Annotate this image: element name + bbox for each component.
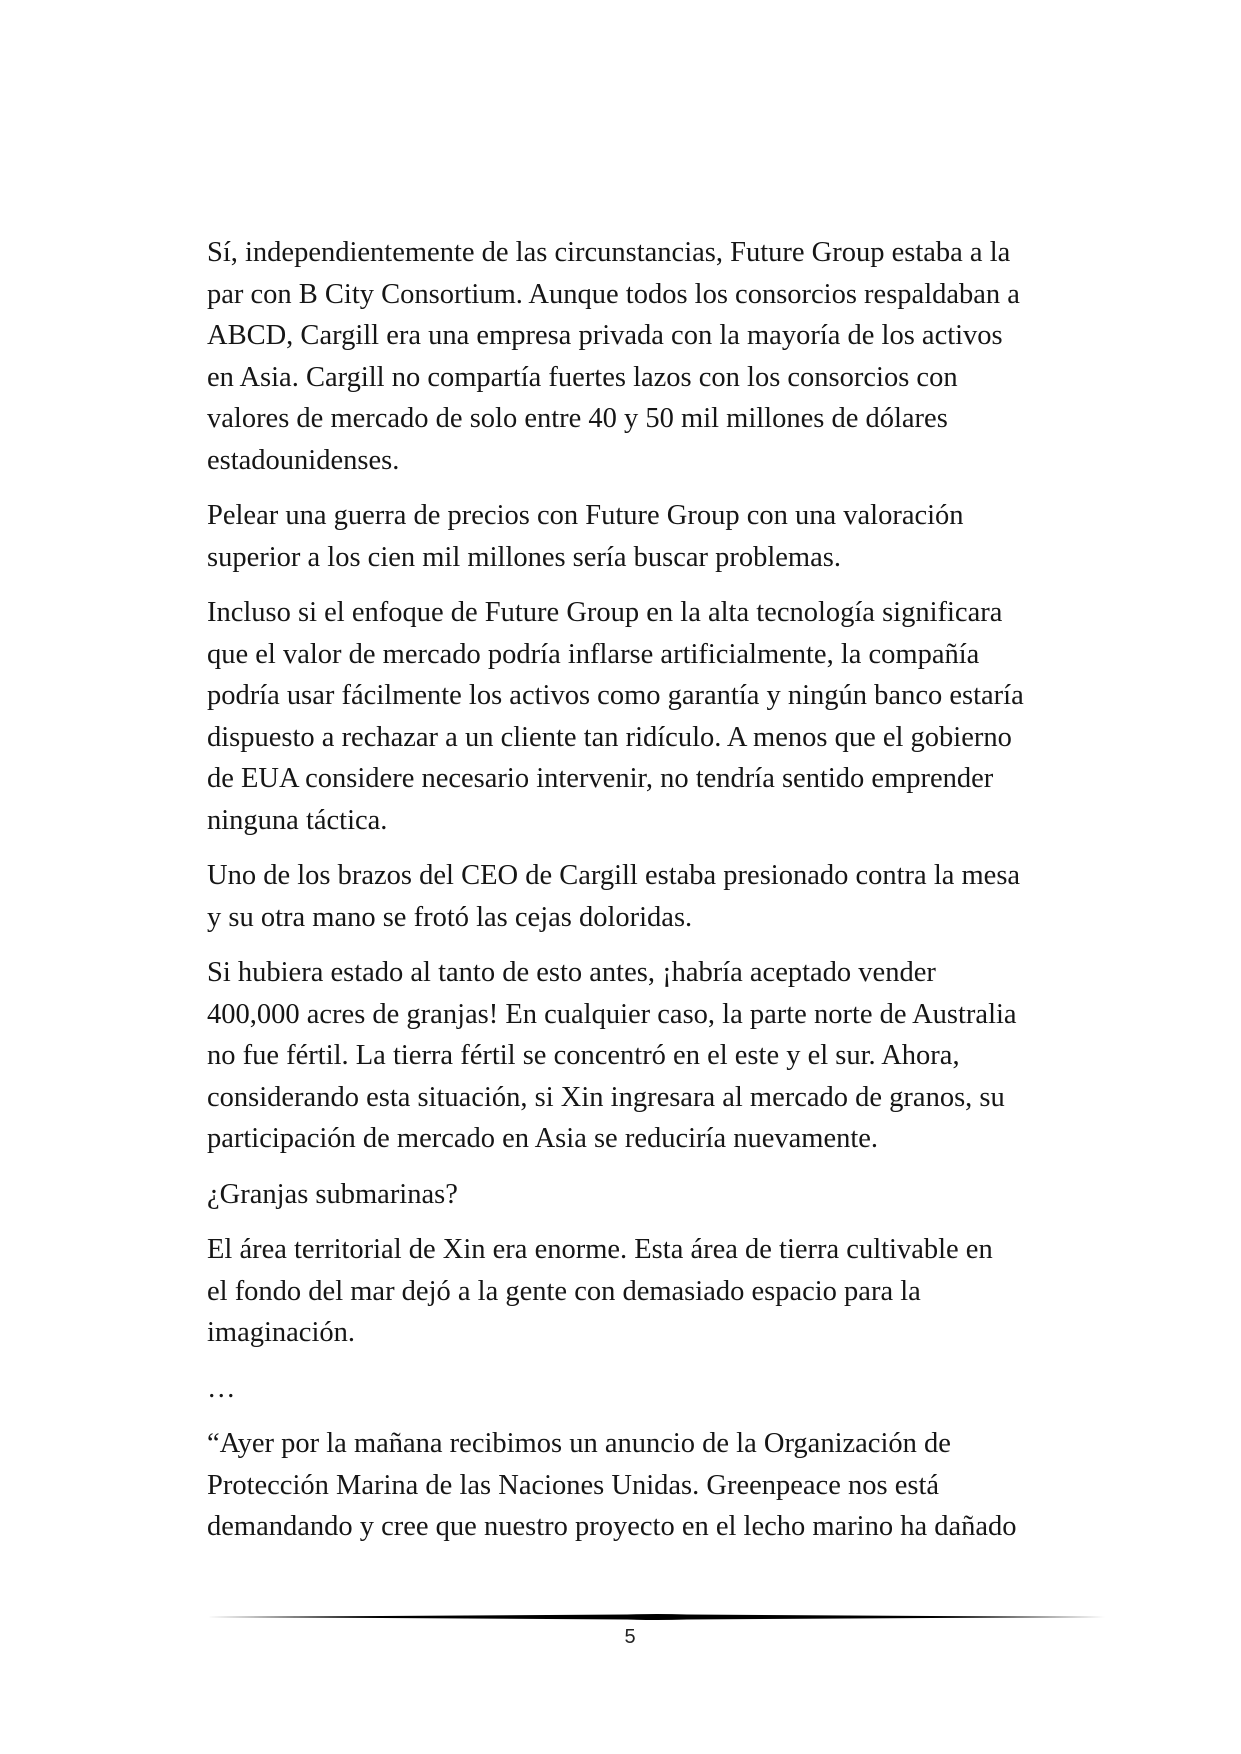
paragraph: Si hubiera estado al tanto de esto antes, ¡habría aceptado vender 400,000 acres de granjas! En cualquier caso, la parte norte de Australia no fue fértil. La tierra fértil se concentró en el este y el sur. Ahora, considerando esta situación, si Xin ingresara al mercado de granos, su participación de mercado en Asia se reduciría nuevamente. xyxy=(207,957,1017,1154)
paragraph: Incluso si el enfoque de Future Group en la alta tecnología significara que el valor de mercado podría inflarse artificialmente, la compañía podría usar fácilmente los activos como garantía y ningún banco estaría dispuesto a rechazar a un cliente tan ridículo. A menos que el gobierno de EUA considere necesario intervenir, no tendría sentido emprender ninguna táctica. xyxy=(207,597,1024,836)
paragraph: El área territorial de Xin era enorme. Esta área de tierra cultivable en el fondo del mar dejó a la gente con demasiado espacio para la imaginación. xyxy=(207,1234,993,1348)
footer-divider xyxy=(207,1610,1105,1624)
body-text xyxy=(207,232,1077,1562)
paragraph: … xyxy=(207,1372,236,1404)
page-number: 5 xyxy=(624,1626,636,1648)
paragraph: “Ayer por la mañana recibimos un anuncio de la Organización de Protección Marina de las Naciones Unidas. Greenpeace nos está demandando y cree que nuestro proyecto en el lecho marino ha dañado xyxy=(207,1428,1017,1542)
paragraph: Sí, independientemente de las circunstancias, Future Group estaba a la par con B City Consortium. Aunque todos los consorcios respaldaban a ABCD, Cargill era una empresa privada con la mayoría de los activos en Asia. Cargill no compartía fuertes lazos con los consorcios con valores de mercado de solo entre 40 y 50 mil millones de dólares estadounidenses. xyxy=(207,237,1020,476)
paragraph: ¿Granjas submarinas? xyxy=(207,1178,458,1210)
paragraph: Uno de los brazos del CEO de Cargill estaba presionado contra la mesa y su otra mano se frotó las cejas doloridas. xyxy=(207,860,1021,933)
paragraph: Pelear una guerra de precios con Future Group con una valoración superior a los cien mil millones sería buscar problemas. xyxy=(207,500,964,573)
